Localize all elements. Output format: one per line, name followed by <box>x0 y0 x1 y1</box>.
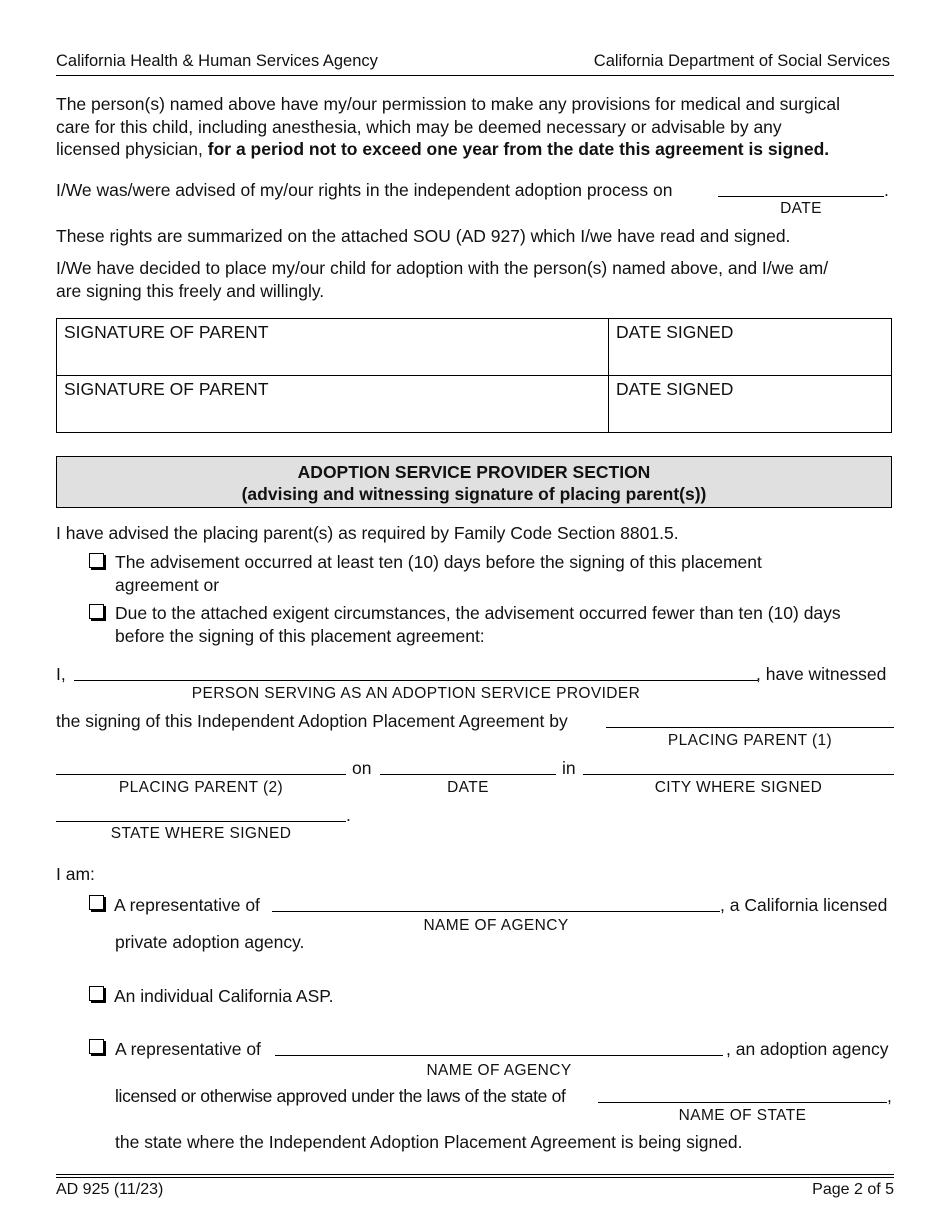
rep1-line2: private adoption agency. <box>115 932 305 952</box>
rep2-state-line[interactable] <box>598 1102 887 1103</box>
asp-intro-text: I have advised the placing parent(s) as required by Family Code Section 8801.5. <box>56 523 679 543</box>
rep2-line3: the state where the Independent Adoption Placement Agreement is being signed. <box>115 1132 743 1152</box>
rep2-line2: licensed or otherwise approved under the laws of the state of <box>115 1086 566 1106</box>
city-line[interactable] <box>583 774 894 775</box>
advisement-ten-days-label: The advisement occurred at least ten (10) days before the signing of this placement agreement or <box>115 552 762 595</box>
placement-decision-text: I/We have decided to place my/our child for adoption with the person(s) named above, and I/we am/ are signing this freely and willingly. <box>56 258 829 301</box>
witness-date-line[interactable] <box>380 774 556 775</box>
asp-name-label: PERSON SERVING AS AN ADOPTION SERVICE PROVIDER <box>191 685 641 702</box>
exigent-circumstances-label: Due to the attached exigent circumstances, the advisement occurred fewer than ten (10) days before the signing of this placement agreement: <box>115 603 841 646</box>
rep2-agency-line[interactable] <box>275 1055 723 1056</box>
state-line[interactable] <box>56 821 346 822</box>
placing-parent1-line[interactable] <box>606 727 894 728</box>
rep2-agency-label: NAME OF AGENCY <box>426 1062 572 1079</box>
ca-licensed-agency-checkbox[interactable] <box>89 895 104 910</box>
individual-asp-checkbox[interactable] <box>89 986 104 1001</box>
footer-rule-bottom <box>56 1177 894 1178</box>
form-id: AD 925 (11/23) <box>56 1181 164 1198</box>
witness-prefix: I, <box>56 664 66 684</box>
parent-signature-table <box>56 318 892 433</box>
asp-section-subtitle: (advising and witnessing signature of placing parent(s)) <box>241 484 707 504</box>
rep1-suffix: , a California licensed <box>720 895 888 915</box>
consent-paragraph: The person(s) named above have my/our permission to make any provisions for medical and surgical care for this child, including anesthesia, which may be deemed necessary or advisable by any licensed physician, for a period not to exceed one year from the date this agreement is signed. <box>56 94 840 159</box>
asp-section-title: ADOPTION SERVICE PROVIDER SECTION <box>297 462 651 482</box>
i-am-text: I am: <box>56 864 95 884</box>
footer-rule-top <box>56 1174 894 1175</box>
rights-summary-text: These rights are summarized on the attached SOU (AD 927) which I/we have read and signed. <box>56 226 791 246</box>
advised-date-label: DATE <box>780 200 822 217</box>
rep1-agency-line[interactable] <box>272 911 720 912</box>
in-text: in <box>562 758 576 778</box>
parent-signature-field-2[interactable]: SIGNATURE OF PARENT <box>57 376 609 433</box>
date-signed-field-1[interactable]: DATE SIGNED <box>609 319 892 376</box>
asp-name-line[interactable] <box>74 680 758 681</box>
on-text: on <box>352 758 372 778</box>
placing-parent2-line[interactable] <box>56 774 346 775</box>
header-rule <box>56 75 894 76</box>
placing-parent2-label: PLACING PARENT (2) <box>118 779 284 796</box>
header-agency: California Health & Human Services Agency <box>56 52 378 70</box>
individual-asp-label: An individual California ASP. <box>114 986 334 1006</box>
page-number: Page 2 of 5 <box>812 1181 894 1198</box>
witness-suffix: , have witnessed <box>756 664 887 684</box>
state-label: STATE WHERE SIGNED <box>110 825 292 842</box>
date-signed-field-2[interactable]: DATE SIGNED <box>609 376 892 433</box>
rep2-state-label: NAME OF STATE <box>678 1107 807 1124</box>
exigent-circumstances-checkbox[interactable] <box>89 604 104 619</box>
rep2-suffix: , an adoption agency <box>726 1039 889 1059</box>
out-of-state-agency-checkbox[interactable] <box>89 1039 104 1054</box>
rep1-agency-label: NAME OF AGENCY <box>423 917 569 934</box>
table-row <box>57 376 892 433</box>
parent-signature-field-1[interactable]: SIGNATURE OF PARENT <box>57 319 609 376</box>
asp-section-header <box>56 456 892 508</box>
rights-advised-text: I/We was/were advised of my/our rights in the independent adoption process on <box>56 180 673 200</box>
table-row <box>57 319 892 376</box>
rep1-prefix: A representative of <box>114 895 260 915</box>
advised-date-line[interactable] <box>718 196 884 197</box>
witness-date-label: DATE <box>447 779 489 796</box>
rep2-prefix: A representative of <box>115 1039 261 1059</box>
signing-text: the signing of this Independent Adoption Placement Agreement by <box>56 711 568 731</box>
header-department: California Department of Social Services <box>593 52 890 70</box>
placing-parent1-label: PLACING PARENT (1) <box>667 732 833 749</box>
advisement-ten-days-checkbox[interactable] <box>89 553 104 568</box>
city-label: CITY WHERE SIGNED <box>654 779 823 796</box>
